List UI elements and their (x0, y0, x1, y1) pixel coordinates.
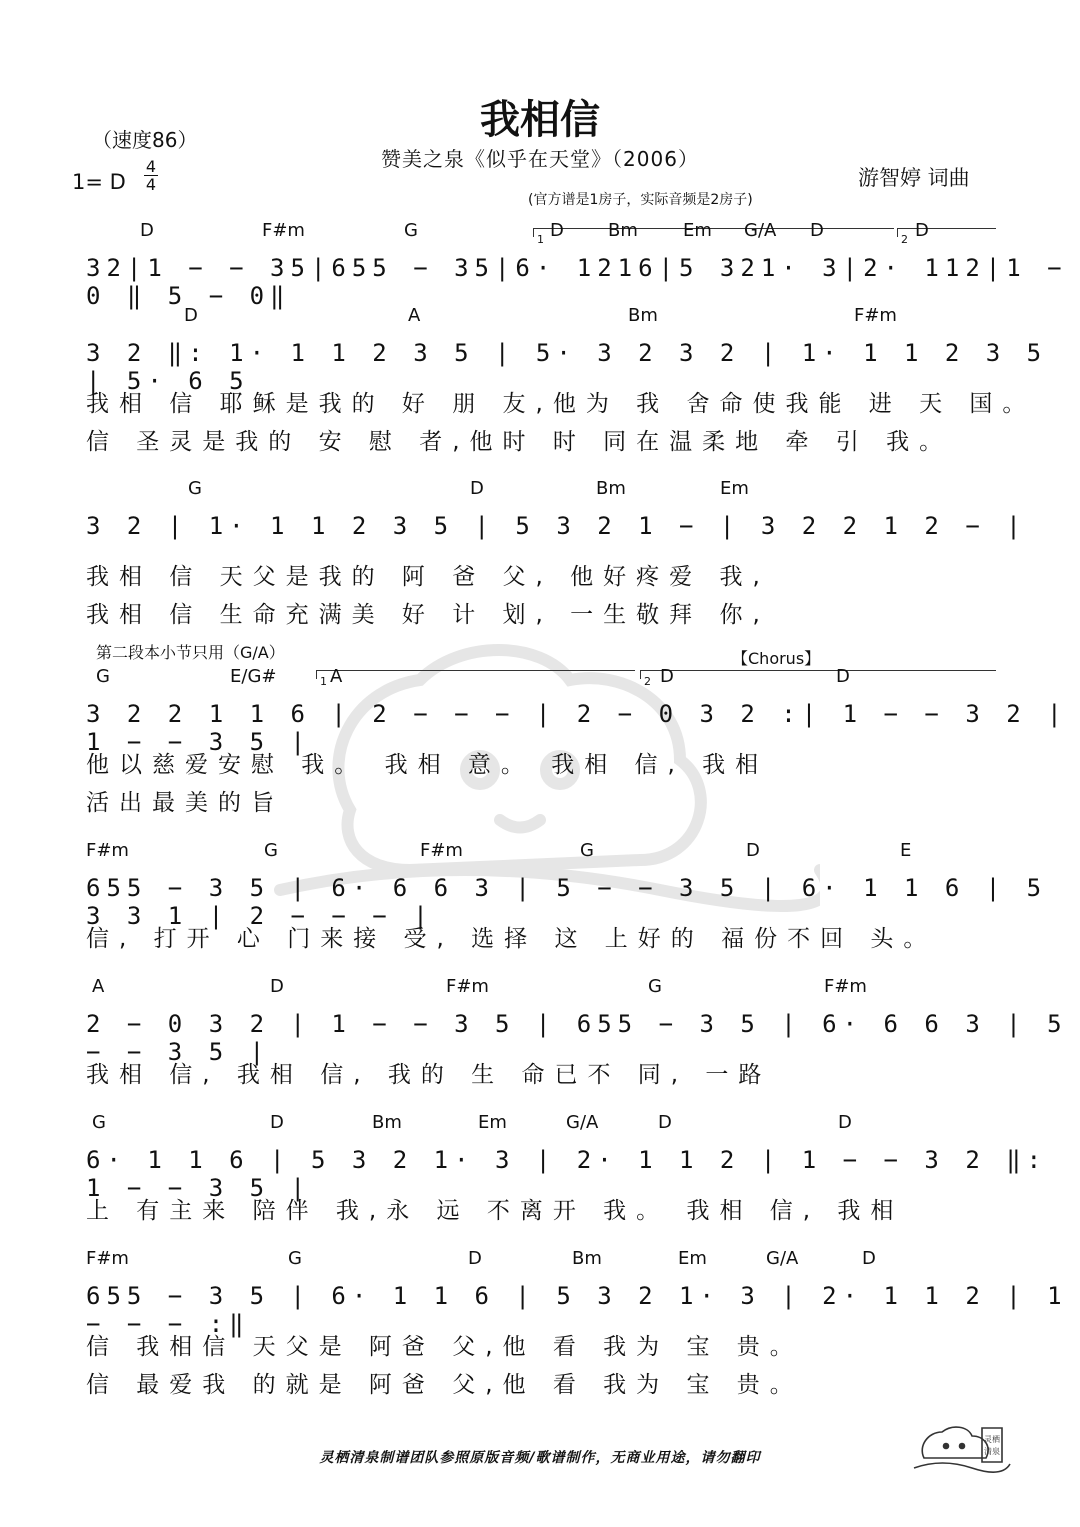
chord: E/G# (230, 666, 277, 687)
chord: G (648, 976, 662, 997)
chord: G (96, 666, 110, 687)
notation-line: 2 − 0 3 2 | 1 − − 3 5 | 655 − 3 5 | 6· 6 6 3 | 5 − − 3 5 | (86, 1010, 1068, 1066)
composer-credit: 游智婷 词曲 (858, 166, 970, 190)
chord: D (915, 220, 929, 241)
chord: Bm (628, 305, 658, 326)
chord: D (270, 1112, 284, 1133)
lyric-verse-1: 我相 信 耶稣是我的 好 朋 友,他为 我 舍命使我能 进 天 国。 (86, 391, 1036, 417)
chord: G/A (566, 1112, 599, 1133)
album-subtitle: 赞美之泉《似乎在天堂》（2006） (381, 147, 699, 171)
chord: A (330, 666, 343, 687)
lyric-verse-1: 上 有主来 陪伴 我,永 远 不离开 我。 我相 信, 我相 (86, 1198, 904, 1224)
time-signature-bottom: 4 (145, 175, 157, 194)
second-verse-annotation: 第二段本小节只用（G/A） (96, 643, 285, 662)
chord: Bm (372, 1112, 402, 1133)
chord: F#m (262, 220, 305, 241)
lyric-verse-1: 信, 打开 心 门来接 受, 选择 这 上好的 福份不回 头。 (86, 926, 937, 952)
time-signature (144, 158, 158, 193)
svg-text:灵栖: 灵栖 (984, 1435, 1000, 1444)
chord: G (92, 1112, 106, 1133)
chord: D (862, 1248, 876, 1269)
chorus-label: 【Chorus】 (732, 649, 821, 668)
chord: Bm (608, 220, 638, 241)
lyric-verse-1: 信 我相信 天父是 阿爸 父,他 看 我为 宝 贵。 (86, 1334, 803, 1360)
svg-text:清泉: 清泉 (984, 1447, 1000, 1456)
lyric-verse-2: 信 圣灵是我的 安 慰 者,他时 时 同在温柔地 牵 引 我。 (86, 429, 953, 455)
chord: G (580, 840, 594, 861)
lyric-verse-2: 我相 信 生命充满美 好 计 划, 一生敬拜 你, (86, 602, 770, 628)
volta-number: 1 (320, 675, 327, 688)
lyric-verse-1: 我相 信, 我相 信, 我的 生 命已不 同, 一路 (86, 1062, 772, 1088)
volta-number: 2 (901, 233, 908, 246)
volta-number: 2 (644, 675, 651, 688)
chord: G/A (766, 1248, 799, 1269)
chord: D (658, 1112, 672, 1133)
footer-disclaimer: 灵栖清泉制谱团队参照原版音频/歌谱制作，无商业用途，请勿翻印 (319, 1450, 761, 1466)
chord: F#m (86, 840, 129, 861)
chord: Em (478, 1112, 507, 1133)
chord: D (746, 840, 760, 861)
notation-line: 3 2 ‖: 1· 1 1 2 3 5 | 5· 3 2 3 2 | 1· 1 1 2 3 5 | 5· 6 5 (86, 339, 1048, 395)
notation-line: 3 2 2 1 1 6 | 2 − − − | 2 − 0 3 2 :| 1 − − 3 2 | 1 − − 3 5 | (86, 700, 1068, 756)
chord: Em (683, 220, 712, 241)
chord: F#m (824, 976, 867, 997)
chord: D (660, 666, 674, 687)
chord: F#m (86, 1248, 129, 1269)
chord: Em (678, 1248, 707, 1269)
chord: Bm (596, 478, 626, 499)
notation-line: 655 − 3 5 | 6· 6 6 3 | 5 − − 3 5 | 6· 1 1 6 | 5 3 3 1 | 2 − − − | (86, 874, 1048, 930)
chord: Bm (572, 1248, 602, 1269)
chord: G/A (744, 220, 777, 241)
chord: D (140, 220, 154, 241)
tempo-marking: （速度86） (92, 128, 198, 152)
chord: D (550, 220, 564, 241)
time-signature-top: 4 (145, 157, 157, 176)
lyric-verse-1: 他以慈爱安慰 我。 我相 意。 我相 信, 我相 (86, 752, 769, 778)
chord: G (264, 840, 278, 861)
chord: D (810, 220, 824, 241)
chord: F#m (420, 840, 463, 861)
chord: G (404, 220, 418, 241)
notation-line: 6· 1 1 6 | 5 3 2 1· 3 | 2· 1 1 2 | 1 − − 3 2 ‖: 1 − − 3 5 | (86, 1146, 1048, 1202)
chord: D (184, 305, 198, 326)
notation-line: 3 2 | 1· 1 1 2 3 5 | 5 3 2 1 − | 3 2 2 1 2 − | (86, 512, 1027, 540)
notation-line: 655 − 3 5 | 6· 1 1 6 | 5 3 2 1· 3 | 2· 1 1 2 | 1 − − − :‖ (86, 1282, 1068, 1338)
chord: D (838, 1112, 852, 1133)
chord: E (900, 840, 912, 861)
lyric-verse-1: 我相 信 天父是我的 阿 爸 父, 他好疼爱 我, (86, 564, 770, 590)
chord: D (836, 666, 850, 687)
lyric-verse-2: 信 最爱我 的就是 阿爸 父,他 看 我为 宝 贵。 (86, 1372, 803, 1398)
chord: Em (720, 478, 749, 499)
notation-line: 32|1 − − 35|655 − 35|6· 1216|5 321· 3|2· 112|1 − 0 ‖ 5 − 0‖ (86, 254, 1068, 310)
key-signature: 1= D (72, 170, 126, 194)
chord: G (188, 478, 202, 499)
chord: D (270, 976, 284, 997)
volta-number: 1 (537, 233, 544, 246)
chord: F#m (446, 976, 489, 997)
chord: D (470, 478, 484, 499)
chord: G (288, 1248, 302, 1269)
chord: D (468, 1248, 482, 1269)
chord: F#m (854, 305, 897, 326)
capo-note: (官方谱是1房子，实际音频是2房子) (528, 192, 753, 208)
chord: A (92, 976, 105, 997)
lyric-verse-2: 活出最美的旨 (86, 790, 284, 816)
song-title: 我相信 (480, 97, 600, 143)
chord: A (408, 305, 421, 326)
